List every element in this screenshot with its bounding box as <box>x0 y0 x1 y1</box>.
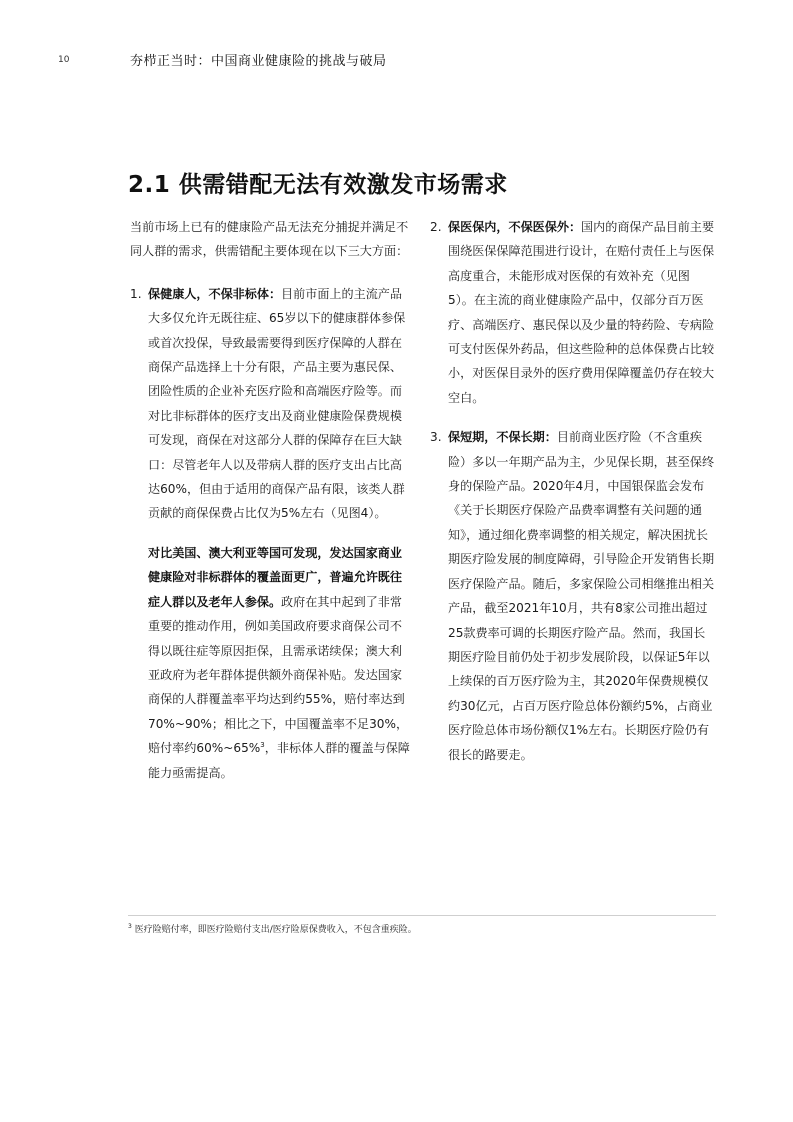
list-item-text: 目前商业医疗险（不含重疾险）多以一年期产品为主，少见保长期，甚至保终身的保险产品。2020年4月，中国银保监会发布《关于长期医疗保险产品费率调整有关问题的通知》，通过细化费率调整的相关规定，解决困扰长期医疗险发展的制度障碍，引导险企开发销售长期医疗保险产品。随后，多家保险公司相继推出相关产品，截至2021年10月，共有8家公司推出超过25款费率可调的长期医疗险产品。然而，我国长期医疗险目前仍处于初步发展阶段，以保证5年以上续保的百万医疗险为主，其2020年保费规模仅约30亿元，占百万医疗险总体份额约5%，占商业医疗险总体市场份额仅1%左右。长期医疗险仍有很长的路要走。 <box>448 430 715 762</box>
list-item-heading: 保健康人，不保非标体： <box>148 286 282 301</box>
highlight-text: 政府在其中起到了非常重要的推动作用，例如美国政府要求商保公司不得以既往症等原因拒保，且需承诺续保；澳大利亚政府为老年群体提供额外商保补贴。发达国家商保的人群覆盖率平均达到约55%，赔付率达到70%~90%；相比之下，中国覆盖率不足30%，赔付率约60%~65% <box>148 594 409 756</box>
list-item-body <box>148 282 410 526</box>
list-item-heading: 保医保内，不保医保外： <box>448 220 582 234</box>
page-number: 10 <box>58 55 70 65</box>
right-column <box>430 215 715 782</box>
list-item-1 <box>130 282 410 526</box>
left-column <box>130 215 410 785</box>
section-title: 2.1 供需错配无法有效激发市场需求 <box>128 172 508 198</box>
list-item-text: 目前市面上的主流产品大多仅允许无既往症、65岁以下的健康群体参保或首次投保，导致最需要得到医疗保障的人群在商保产品选择上十分有限，产品主要为惠民保、团险性质的企业补充医疗险和高端医疗险等。而对比非标群体的医疗支出及商业健康险保费规模可发现，商保在对这部分人群的保障存在巨大缺口：尽管老年人以及带病人群的医疗支出占比高达60%，但由于适用的商保产品有限，该类人群贡献的商保保费占比仅为5%左右（见图4）。 <box>148 286 406 521</box>
highlight-body <box>148 541 410 785</box>
list-item-3 <box>430 425 715 767</box>
running-header: 夯栉正当时：中国商业健康险的挑战与破局 <box>130 54 387 69</box>
highlight-lead: 对比美国、澳大利亚等国可发现，发达国家商业健康险对非标群体的覆盖面更广，普遍允许既往症人群以及老年人参保。 <box>148 545 402 609</box>
highlight-paragraph <box>130 541 410 785</box>
list-item-text: 国内的商保产品目前主要围绕医保保障范围进行设计，在赔付责任上与医保高度重合，未能形成对医保的有效补充（见图5）。在主流的商业健康险产品中，仅部分百万医疗、高端医疗、惠民保以及少量的特药险、专病险可支付医保外药品，但这些险种的总体保费占比较小，对医保目录外的医疗费用保障覆盖仍存在较大空白。 <box>448 220 715 405</box>
footnote-text: 医疗险赔付率，即医疗险赔付支出/医疗险原保费收入，不包含重疾险。 <box>134 925 417 935</box>
list-item-heading: 保短期，不保长期： <box>448 430 557 445</box>
footnote-divider <box>128 915 716 916</box>
list-number: 1. <box>130 286 142 301</box>
list-item-body <box>448 215 715 410</box>
list-item-2 <box>430 215 715 410</box>
footnote-reference[interactable]: 3 <box>260 741 265 750</box>
list-number: 2. <box>430 220 442 234</box>
highlight-text-end: ，非标体人群的覆盖与保障能力亟需提高。 <box>148 741 410 780</box>
footnote-marker: 3 <box>128 923 132 930</box>
intro-paragraph: 当前市场上已有的健康险产品无法充分捕捉并满足不同人群的需求，供需错配主要体现在以下三大方面： <box>130 220 409 259</box>
footnote <box>128 922 417 935</box>
list-number: 3. <box>430 430 442 445</box>
list-item-body <box>448 425 715 767</box>
